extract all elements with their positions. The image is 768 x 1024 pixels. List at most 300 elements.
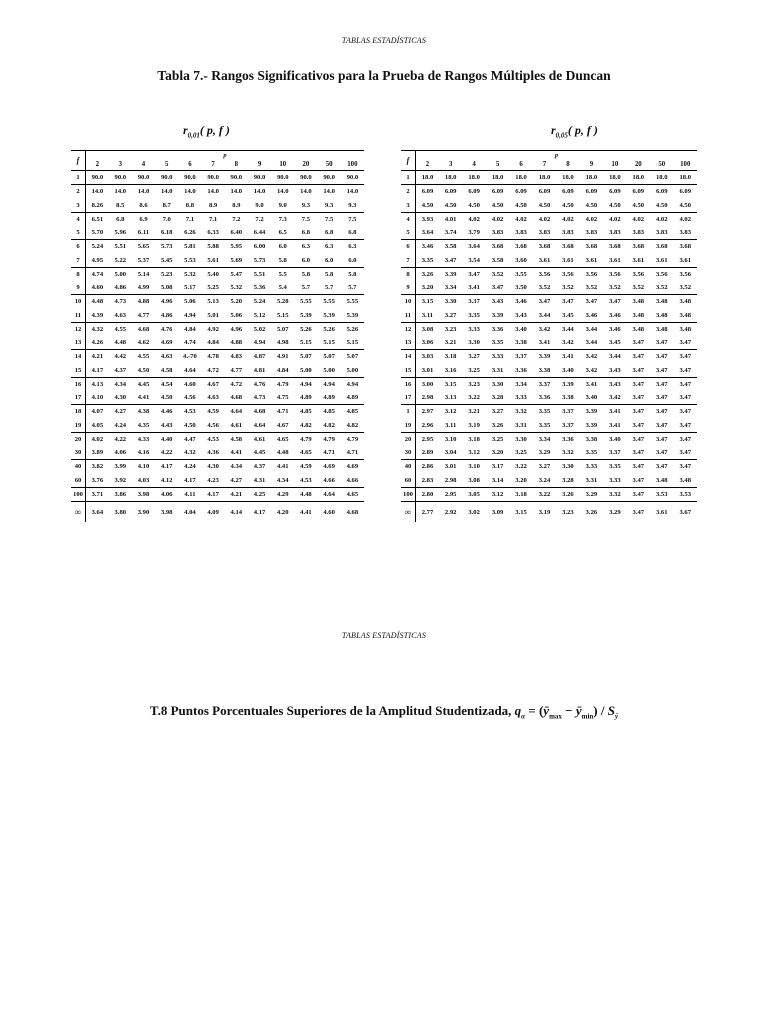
f-value-cell: 5	[71, 226, 86, 240]
table-row	[71, 226, 364, 240]
table-cell: 3.48	[627, 322, 650, 336]
table-cell: 3.35	[603, 460, 626, 474]
table-cell: 4.03	[137, 476, 150, 484]
table-cell: 4.23	[207, 476, 219, 484]
table-cell: 3.08	[468, 476, 480, 484]
table-cell: 4.53	[202, 432, 225, 446]
table-cell: 3.33	[580, 460, 603, 474]
f-value-cell: 12	[71, 322, 86, 336]
table-cell: 3.41	[468, 284, 480, 292]
table-cell: 4.34	[276, 476, 289, 484]
table-cell: 4.34	[109, 377, 132, 391]
table-cell: 3.83	[609, 229, 621, 237]
table-cell: 5.07	[271, 322, 294, 336]
table-cell: 5.20	[225, 295, 248, 309]
table-cell: 4.48	[276, 449, 289, 457]
table-row	[71, 377, 364, 391]
table-cell: 3.32	[509, 405, 532, 419]
table-cell: 9.0	[278, 201, 287, 209]
table-cell: 3.48	[650, 295, 673, 309]
table-cell: 5.15	[300, 339, 312, 347]
table-cell: 4.65	[300, 449, 312, 457]
p-value-header: 20	[627, 159, 650, 171]
table-cell: 5.22	[114, 256, 127, 264]
table-cell: 3.47	[632, 476, 645, 484]
table-cell: 3.61	[632, 256, 645, 264]
formula-close: ) /	[593, 703, 605, 718]
f-value-cell: 15	[71, 364, 86, 378]
table-cell: 4.99	[137, 284, 150, 292]
table-cell: 4.39	[91, 311, 104, 319]
f-value-cell: 3	[401, 199, 416, 213]
table-row	[71, 281, 364, 295]
table-cell: 4.12	[160, 476, 173, 484]
table-cell: 4.46	[155, 405, 178, 419]
table-cell: 3.61	[650, 502, 673, 523]
table-row	[401, 309, 697, 323]
table-cell: 5.15	[276, 311, 289, 319]
f-value-cell: 19	[71, 419, 86, 433]
table-cell: 5.4	[278, 284, 287, 292]
table-cell: 3.56	[627, 267, 650, 281]
table-cell: 4.95	[91, 256, 104, 264]
table-cell: 3.47	[603, 295, 626, 309]
table-cell: 5.36	[253, 284, 266, 292]
table-row	[401, 377, 697, 391]
table-cell: 3.12	[439, 405, 462, 419]
table-cell: 14.0	[318, 185, 341, 199]
table-cell: 4.02	[509, 212, 532, 226]
table-cell: 4.85	[294, 405, 317, 419]
f-value-cell: 14	[71, 350, 86, 364]
table-cell: 4.25	[248, 487, 271, 501]
table-cell: 4.79	[341, 432, 364, 446]
table-row	[401, 405, 697, 419]
table-cell: 4.07	[86, 405, 109, 419]
table-cell: 3.42	[609, 394, 621, 402]
table-cell: 3.86	[109, 487, 132, 501]
table-cell: 90.0	[91, 174, 104, 182]
table-cell: 3.15	[416, 295, 439, 309]
table-cell: 4.40	[155, 432, 178, 446]
table-cell: 3.58	[491, 256, 504, 264]
table-cell: 3.52	[538, 284, 551, 292]
table-cell: 18.0	[585, 174, 598, 182]
table-cell: 4.45	[132, 377, 155, 391]
f-value-cell: 30	[401, 446, 416, 460]
table-cell: 3.20	[515, 476, 527, 484]
table-cell: 5.28	[271, 295, 294, 309]
table-cell: 3.39	[585, 421, 598, 429]
table-cell: 3.14	[491, 476, 504, 484]
table-cell: 4.76	[155, 322, 178, 336]
table-cell: 3.35	[468, 311, 480, 319]
table-cell: 4.17	[155, 460, 178, 474]
table-cell: 4.02	[86, 432, 109, 446]
f-value-cell: 15	[401, 364, 416, 378]
f-value-cell: 20	[401, 432, 416, 446]
table-cell: 5.32	[230, 284, 243, 292]
table-cell: 4.82	[300, 421, 312, 429]
table-cell: 5.65	[132, 240, 155, 254]
table-cell: 6.26	[184, 229, 196, 237]
table-cell: 3.03	[416, 350, 439, 364]
f-value-cell: 16	[71, 377, 86, 391]
table-cell: 3.48	[679, 311, 692, 319]
table-cell: 8.5	[116, 201, 125, 209]
table-cell: 3.42	[562, 339, 574, 347]
table-row	[401, 240, 697, 254]
table-cell: 14.0	[271, 185, 294, 199]
table-cell: 3.47	[650, 377, 673, 391]
table-row	[71, 171, 364, 185]
table-cell: 4.63	[155, 350, 178, 364]
table-cell: 6.0	[301, 256, 311, 264]
table-cell: 5.39	[323, 311, 335, 319]
table-cell: 4.10	[132, 460, 155, 474]
f-value-cell: 8	[71, 267, 86, 281]
table-cell: 5.73	[155, 240, 178, 254]
table-cell: 4.68	[248, 405, 271, 419]
table-cell: 3.37	[556, 405, 579, 419]
table-cell: 3.98	[155, 502, 178, 523]
table-cell: 4.31	[253, 476, 266, 484]
table-cell: 14.0	[248, 185, 271, 199]
table-cell: 4.33	[132, 432, 155, 446]
table-cell: 4.50	[609, 201, 621, 209]
table-cell: 4.02	[673, 212, 697, 226]
table-cell: 4.21	[86, 350, 109, 364]
table-cell: 4.37	[248, 460, 271, 474]
f-value-cell: 17	[71, 391, 86, 405]
table-cell: 5.25	[207, 284, 219, 292]
table-cell: 3.61	[562, 256, 574, 264]
table-cell: 4.68	[230, 394, 243, 402]
table-cell: 9.3	[325, 201, 334, 209]
table-row	[71, 336, 364, 350]
f-value-cell: 19	[401, 419, 416, 433]
table-row	[71, 391, 364, 405]
table-cell: 3.44	[538, 311, 551, 319]
table-cell: 5.17	[184, 284, 196, 292]
table-row	[401, 502, 697, 523]
p-value-header: 50	[650, 159, 673, 171]
table-cell: 5.06	[230, 311, 243, 319]
table-cell: 5.00	[323, 366, 335, 374]
table-cell: 6.09	[416, 185, 439, 199]
table-row	[71, 212, 364, 226]
table-cell: 3.00	[416, 377, 439, 391]
table-cell: 4.47	[178, 432, 201, 446]
table-cell: 3.47	[673, 460, 697, 474]
table-row	[71, 446, 364, 460]
table-cell: 4.83	[225, 350, 248, 364]
table-cell: 3.48	[673, 295, 697, 309]
table-cell: 3.47	[655, 339, 668, 347]
table-cell: 3.45	[609, 339, 621, 347]
table-cell: 8.9	[232, 201, 241, 209]
f-value-cell: 4	[71, 212, 86, 226]
table-cell: 90.0	[137, 174, 150, 182]
table-cell: 90.0	[230, 174, 243, 182]
table-cell: 6.8	[301, 229, 311, 237]
table-cell: 4.24	[178, 460, 201, 474]
table-cell: 6.3	[318, 240, 341, 254]
table-cell: 3.47	[444, 256, 457, 264]
table-cell: 4.42	[109, 350, 132, 364]
table-cell: 5.02	[248, 322, 271, 336]
table-cell: 3.47	[491, 284, 504, 292]
left-r-args: ( p, f )	[199, 123, 230, 137]
table-cell: 3.83	[538, 229, 551, 237]
table-cell: 3.52	[585, 284, 598, 292]
p-value-header: 7	[533, 159, 556, 171]
table-cell: 4.79	[271, 377, 294, 391]
table-cell: 4.64	[253, 421, 266, 429]
table-cell: 3.24	[538, 476, 551, 484]
table-cell: 4.48	[114, 339, 127, 347]
table-cell: 3.83	[679, 229, 692, 237]
table-cell: 4.73	[253, 394, 266, 402]
table-cell: 3.93	[416, 212, 439, 226]
p-value-header: 8	[225, 159, 248, 171]
table-cell: 3.40	[562, 366, 574, 374]
right-table-label	[551, 123, 598, 139]
table-cell: 3.68	[556, 240, 579, 254]
table-cell: 4.77	[137, 311, 150, 319]
table-cell: 3.06	[421, 339, 434, 347]
table-cell: 6.3	[294, 240, 317, 254]
table-cell: 3.48	[632, 311, 645, 319]
table-cell: 4.67	[276, 421, 289, 429]
table-cell: 4.50	[184, 421, 196, 429]
table-cell: 4.55	[132, 350, 155, 364]
table-cell: 4.32	[184, 449, 196, 457]
table-cell: 3.32	[603, 487, 626, 501]
table-cell: 4.05	[91, 421, 104, 429]
table-cell: 3.12	[468, 449, 480, 457]
table-cell: 90.0	[276, 174, 289, 182]
table-cell: 3.42	[585, 366, 598, 374]
f-value-cell: ∞	[71, 502, 86, 523]
table-cell: 3.35	[585, 449, 598, 457]
table-cell: 2.92	[439, 502, 462, 523]
table-cell: 3.39	[491, 311, 504, 319]
table-body	[401, 171, 697, 523]
table-cell: 3.38	[580, 432, 603, 446]
table-row	[71, 474, 364, 488]
table-cell: 4.59	[202, 405, 225, 419]
table-cell: 3.33	[609, 476, 621, 484]
table-cell: 6.9	[132, 212, 155, 226]
table-cell: 4.72	[225, 377, 248, 391]
table-cell: 3.47	[679, 421, 692, 429]
table-cell: 9.0	[255, 201, 264, 209]
table-cell: 3.56	[533, 267, 556, 281]
min-subscript: min	[581, 712, 594, 721]
table-cell: 4.98	[276, 339, 289, 347]
f-value-cell: 5	[401, 226, 416, 240]
p-value-header: 3	[439, 159, 462, 171]
table-cell: 4.50	[538, 201, 551, 209]
table-cell: 5.07	[294, 350, 317, 364]
f-value-cell: 1	[401, 405, 416, 419]
table-cell: 5.61	[207, 256, 219, 264]
table-cell: 4.64	[225, 405, 248, 419]
table-cell: 4.88	[230, 339, 243, 347]
table-cell: 3.36	[538, 394, 551, 402]
table-cell: 4.41	[271, 460, 294, 474]
table-cell: 4.63	[114, 311, 127, 319]
f-value-cell: 60	[71, 474, 86, 488]
table-cell: 3.26	[491, 421, 504, 429]
table-cell: 4.38	[132, 405, 155, 419]
table-cell: 3.47	[632, 449, 645, 457]
table-cell: 6.09	[627, 185, 650, 199]
s-symbol: S	[607, 703, 615, 718]
table-cell: 3.30	[556, 460, 579, 474]
table-cell: 4.68	[341, 502, 364, 523]
page-header-top: TABLAS ESTADÍSTICAS	[341, 36, 427, 45]
table-cell: 8.26	[91, 201, 104, 209]
table-cell: 3.01	[421, 366, 434, 374]
table-cell: 3.47	[533, 295, 556, 309]
table-cell: 3.38	[515, 339, 527, 347]
table-cell: 3.54	[468, 256, 480, 264]
table-cell: 90.0	[184, 174, 196, 182]
table-cell: 3.58	[439, 240, 462, 254]
p-value-header: 5	[486, 159, 509, 171]
table-cell: 5.32	[178, 267, 201, 281]
table-cell: 4.02	[650, 212, 673, 226]
table-cell: 3.64	[421, 229, 434, 237]
table-cell: 18.0	[515, 174, 527, 182]
table-cell: 3.12	[486, 487, 509, 501]
table-cell: 3.41	[609, 421, 621, 429]
f-value-cell: ∞	[401, 502, 416, 523]
table-cell: 3.56	[580, 267, 603, 281]
table-cell: 4.41	[294, 502, 317, 523]
table-cell: 4.24	[114, 421, 127, 429]
table-cell: 3.52	[562, 284, 574, 292]
table-cell: 4.34	[225, 460, 248, 474]
table-cell: 4.50	[515, 201, 527, 209]
table-row	[401, 281, 697, 295]
table-cell: 2.96	[421, 421, 434, 429]
table-row	[71, 502, 364, 523]
ybar-min: ȳ	[575, 703, 582, 718]
table-cell: 3.35	[538, 421, 551, 429]
table-cell: 4.14	[225, 502, 248, 523]
table-cell: 3.47	[679, 449, 692, 457]
table-cell: 4.41	[230, 449, 243, 457]
table-row	[71, 364, 364, 378]
table-cell: 3.61	[585, 256, 598, 264]
table-cell: 90.0	[253, 174, 266, 182]
table-cell: 4.50	[562, 201, 574, 209]
table-cell: 3.47	[655, 449, 668, 457]
table-cell: 4.21	[225, 487, 248, 501]
table-cell: 5.40	[202, 267, 225, 281]
table-cell: 3.21	[444, 339, 457, 347]
table-cell: 3.36	[515, 366, 527, 374]
table-cell: 3.43	[486, 295, 509, 309]
table-cell: 3.52	[632, 284, 645, 292]
table-cell: 3.10	[439, 432, 462, 446]
table-cell: 3.71	[86, 487, 109, 501]
table-cell: 3.68	[533, 240, 556, 254]
table-cell: 4.86	[114, 284, 127, 292]
table-cell: 5.88	[202, 240, 225, 254]
table-cell: 3.61	[538, 256, 551, 264]
table-cell: 3.47	[556, 295, 579, 309]
f-value-cell: 7	[401, 254, 416, 268]
table-cell: 3.83	[562, 229, 574, 237]
p-value-header: 3	[109, 159, 132, 171]
table-cell: 2.77	[416, 502, 439, 523]
table-cell: 6.5	[278, 229, 287, 237]
table-cell: 4.06	[155, 487, 178, 501]
table-cell: 3.37	[562, 421, 574, 429]
table-cell: 3.76	[91, 476, 104, 484]
table-row	[71, 350, 364, 364]
table-cell: 18.0	[538, 174, 551, 182]
table-cell: 4.17	[248, 502, 271, 523]
table-row	[401, 185, 697, 199]
table-cell: 6.18	[160, 229, 173, 237]
table-cell: 3.27	[533, 460, 556, 474]
right-r-symbol: r	[551, 123, 556, 137]
table-cell: 3.15	[509, 502, 532, 523]
duncan-table-001	[71, 150, 364, 522]
table-cell: 3.31	[491, 366, 504, 374]
f-value-cell: 3	[71, 199, 86, 213]
table-cell: 4.50	[468, 201, 480, 209]
table-cell: 4.77	[230, 366, 243, 374]
table-cell: 3.47	[627, 460, 650, 474]
table-cell: 4.02	[556, 212, 579, 226]
table-cell: 3.16	[444, 366, 457, 374]
table-cell: 3.40	[509, 322, 532, 336]
table-cell: 4.68	[132, 322, 155, 336]
table-cell: 6.51	[86, 212, 109, 226]
table-cell: 3.47	[627, 350, 650, 364]
table-row	[71, 419, 364, 433]
table-cell: 4.60	[178, 377, 201, 391]
q-subscript: α	[521, 712, 526, 721]
f-value-cell: 1	[401, 171, 416, 185]
table-cell: 3.37	[609, 449, 621, 457]
table-cell: 3.35	[533, 405, 556, 419]
table-cell: 3.37	[509, 350, 532, 364]
f-header: f	[401, 151, 416, 171]
p-values-row	[71, 159, 364, 171]
table-cell: 4.50	[632, 201, 645, 209]
table-cell: 4.09	[202, 502, 225, 523]
f-value-cell: 18	[71, 405, 86, 419]
f-value-cell: 11	[71, 309, 86, 323]
table-cell: 5.7	[301, 284, 311, 292]
table-cell: 4.35	[137, 421, 150, 429]
table-cell: 4.84	[207, 339, 219, 347]
p-value-header: 5	[155, 159, 178, 171]
table-cell: 3.68	[673, 240, 697, 254]
table-cell: 14.0	[178, 185, 201, 199]
table-cell: 2.98	[444, 476, 457, 484]
f-value-cell: 7	[71, 254, 86, 268]
table-cell: 4.61	[230, 421, 243, 429]
table-cell: 3.26	[556, 487, 579, 501]
